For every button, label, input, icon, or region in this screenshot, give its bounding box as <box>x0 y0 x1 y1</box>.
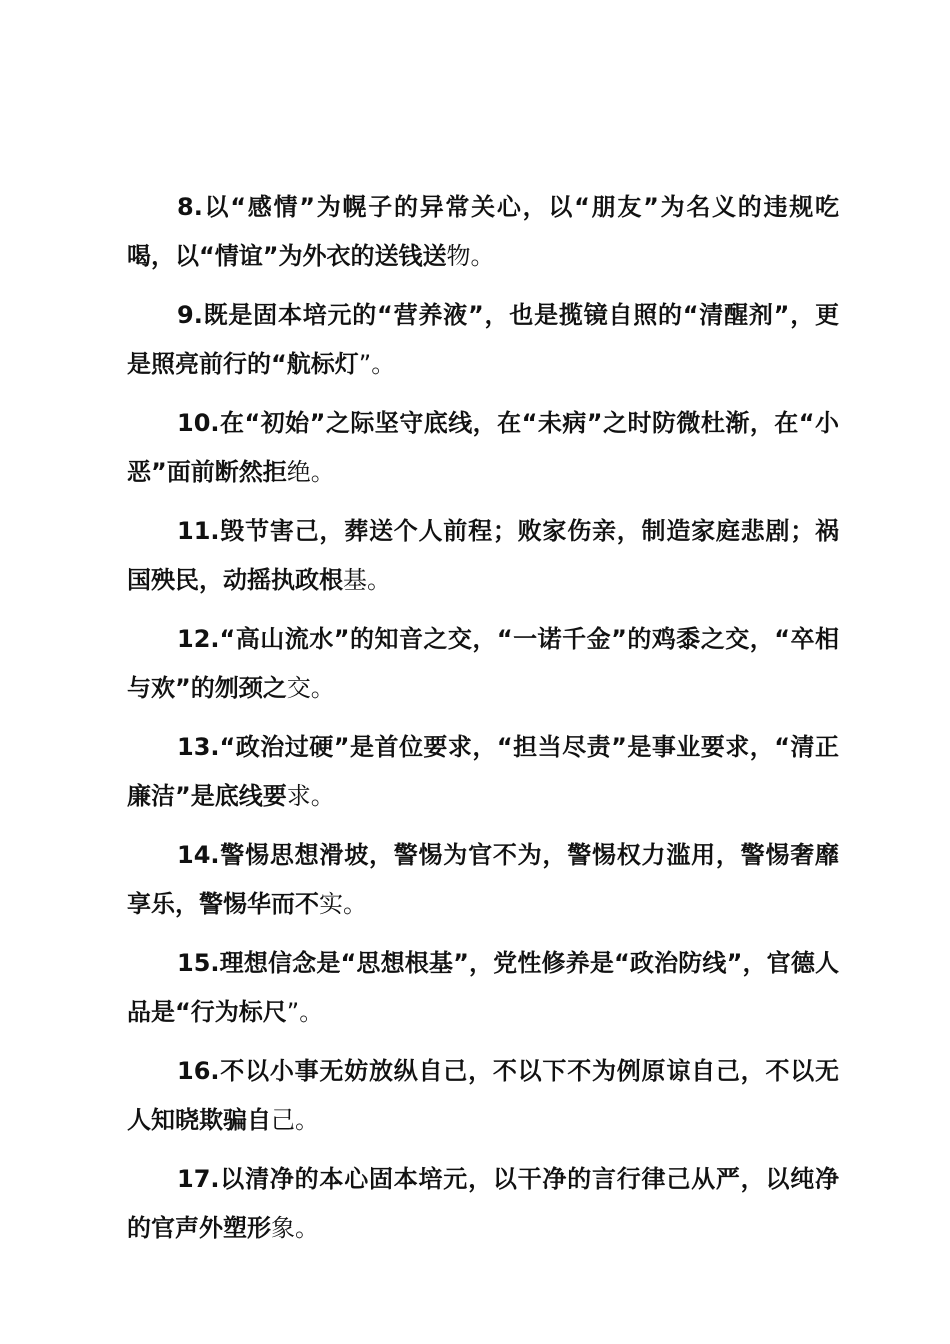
list-item-17 <box>127 1155 839 1253</box>
list-item-text: 9.既是固本培元的“营养液”，也是揽镜自照的“清醒剂”，更是照亮前行的“航标灯 <box>127 301 839 378</box>
list-item-11 <box>127 507 839 605</box>
list-item-text: 13.“政治过硬”是首位要求，“担当尽责”是事业要求，“清正廉洁”是底线要 <box>127 733 839 810</box>
list-item-16 <box>127 1047 839 1145</box>
list-item-text: 10.在“初始”之际坚守底线，在“未病”之时防微杜渐，在“小恶”面前断然拒 <box>127 409 839 486</box>
list-item-ending: 象。 <box>271 1214 319 1242</box>
document-body <box>127 183 839 1263</box>
list-item-text: 12.“高山流水”的知音之交，“一诺千金”的鸡黍之交，“卒相与欢”的刎颈之 <box>127 625 839 702</box>
list-item-ending: ”。 <box>286 998 324 1026</box>
list-item-ending: 求。 <box>286 782 335 810</box>
list-item-8 <box>127 183 839 281</box>
list-item-12 <box>127 615 839 713</box>
list-item-text: 16.不以小事无妨放纵自己，不以下不为例原谅自己，不以无人知晓欺骗自 <box>127 1057 839 1134</box>
list-item-ending: 实。 <box>319 890 367 918</box>
list-item-text: 17.以清净的本心固本培元，以干净的言行律己从严，以纯净的官声外塑形 <box>127 1165 839 1242</box>
list-item-ending: 物。 <box>446 242 495 270</box>
list-item-ending: ”。 <box>358 350 396 378</box>
list-item-text: 14.警惕思想滑坡，警惕为官不为，警惕权力滥用，警惕奢靡享乐，警惕华而不 <box>127 841 839 918</box>
list-item-text: 11.毁节害己，葬送个人前程；败家伤亲，制造家庭悲剧；祸国殃民，动摇执政根 <box>127 517 839 594</box>
list-item-text: 15.理想信念是“思想根基”，党性修养是“政治防线”，官德人品是“行为标尺 <box>127 949 839 1026</box>
list-item-ending: 绝。 <box>286 458 335 486</box>
list-item-13 <box>127 723 839 821</box>
list-item-ending: 己。 <box>271 1106 319 1134</box>
list-item-text: 8.以“感情”为幌子的异常关心，以“朋友”为名义的违规吃喝，以“情谊”为外衣的送钱送 <box>127 193 839 270</box>
list-item-ending: 交。 <box>286 674 335 702</box>
list-item-10 <box>127 399 839 497</box>
list-item-ending: 基。 <box>343 566 391 594</box>
list-item-9 <box>127 291 839 389</box>
list-item-15 <box>127 939 839 1037</box>
list-item-14 <box>127 831 839 929</box>
